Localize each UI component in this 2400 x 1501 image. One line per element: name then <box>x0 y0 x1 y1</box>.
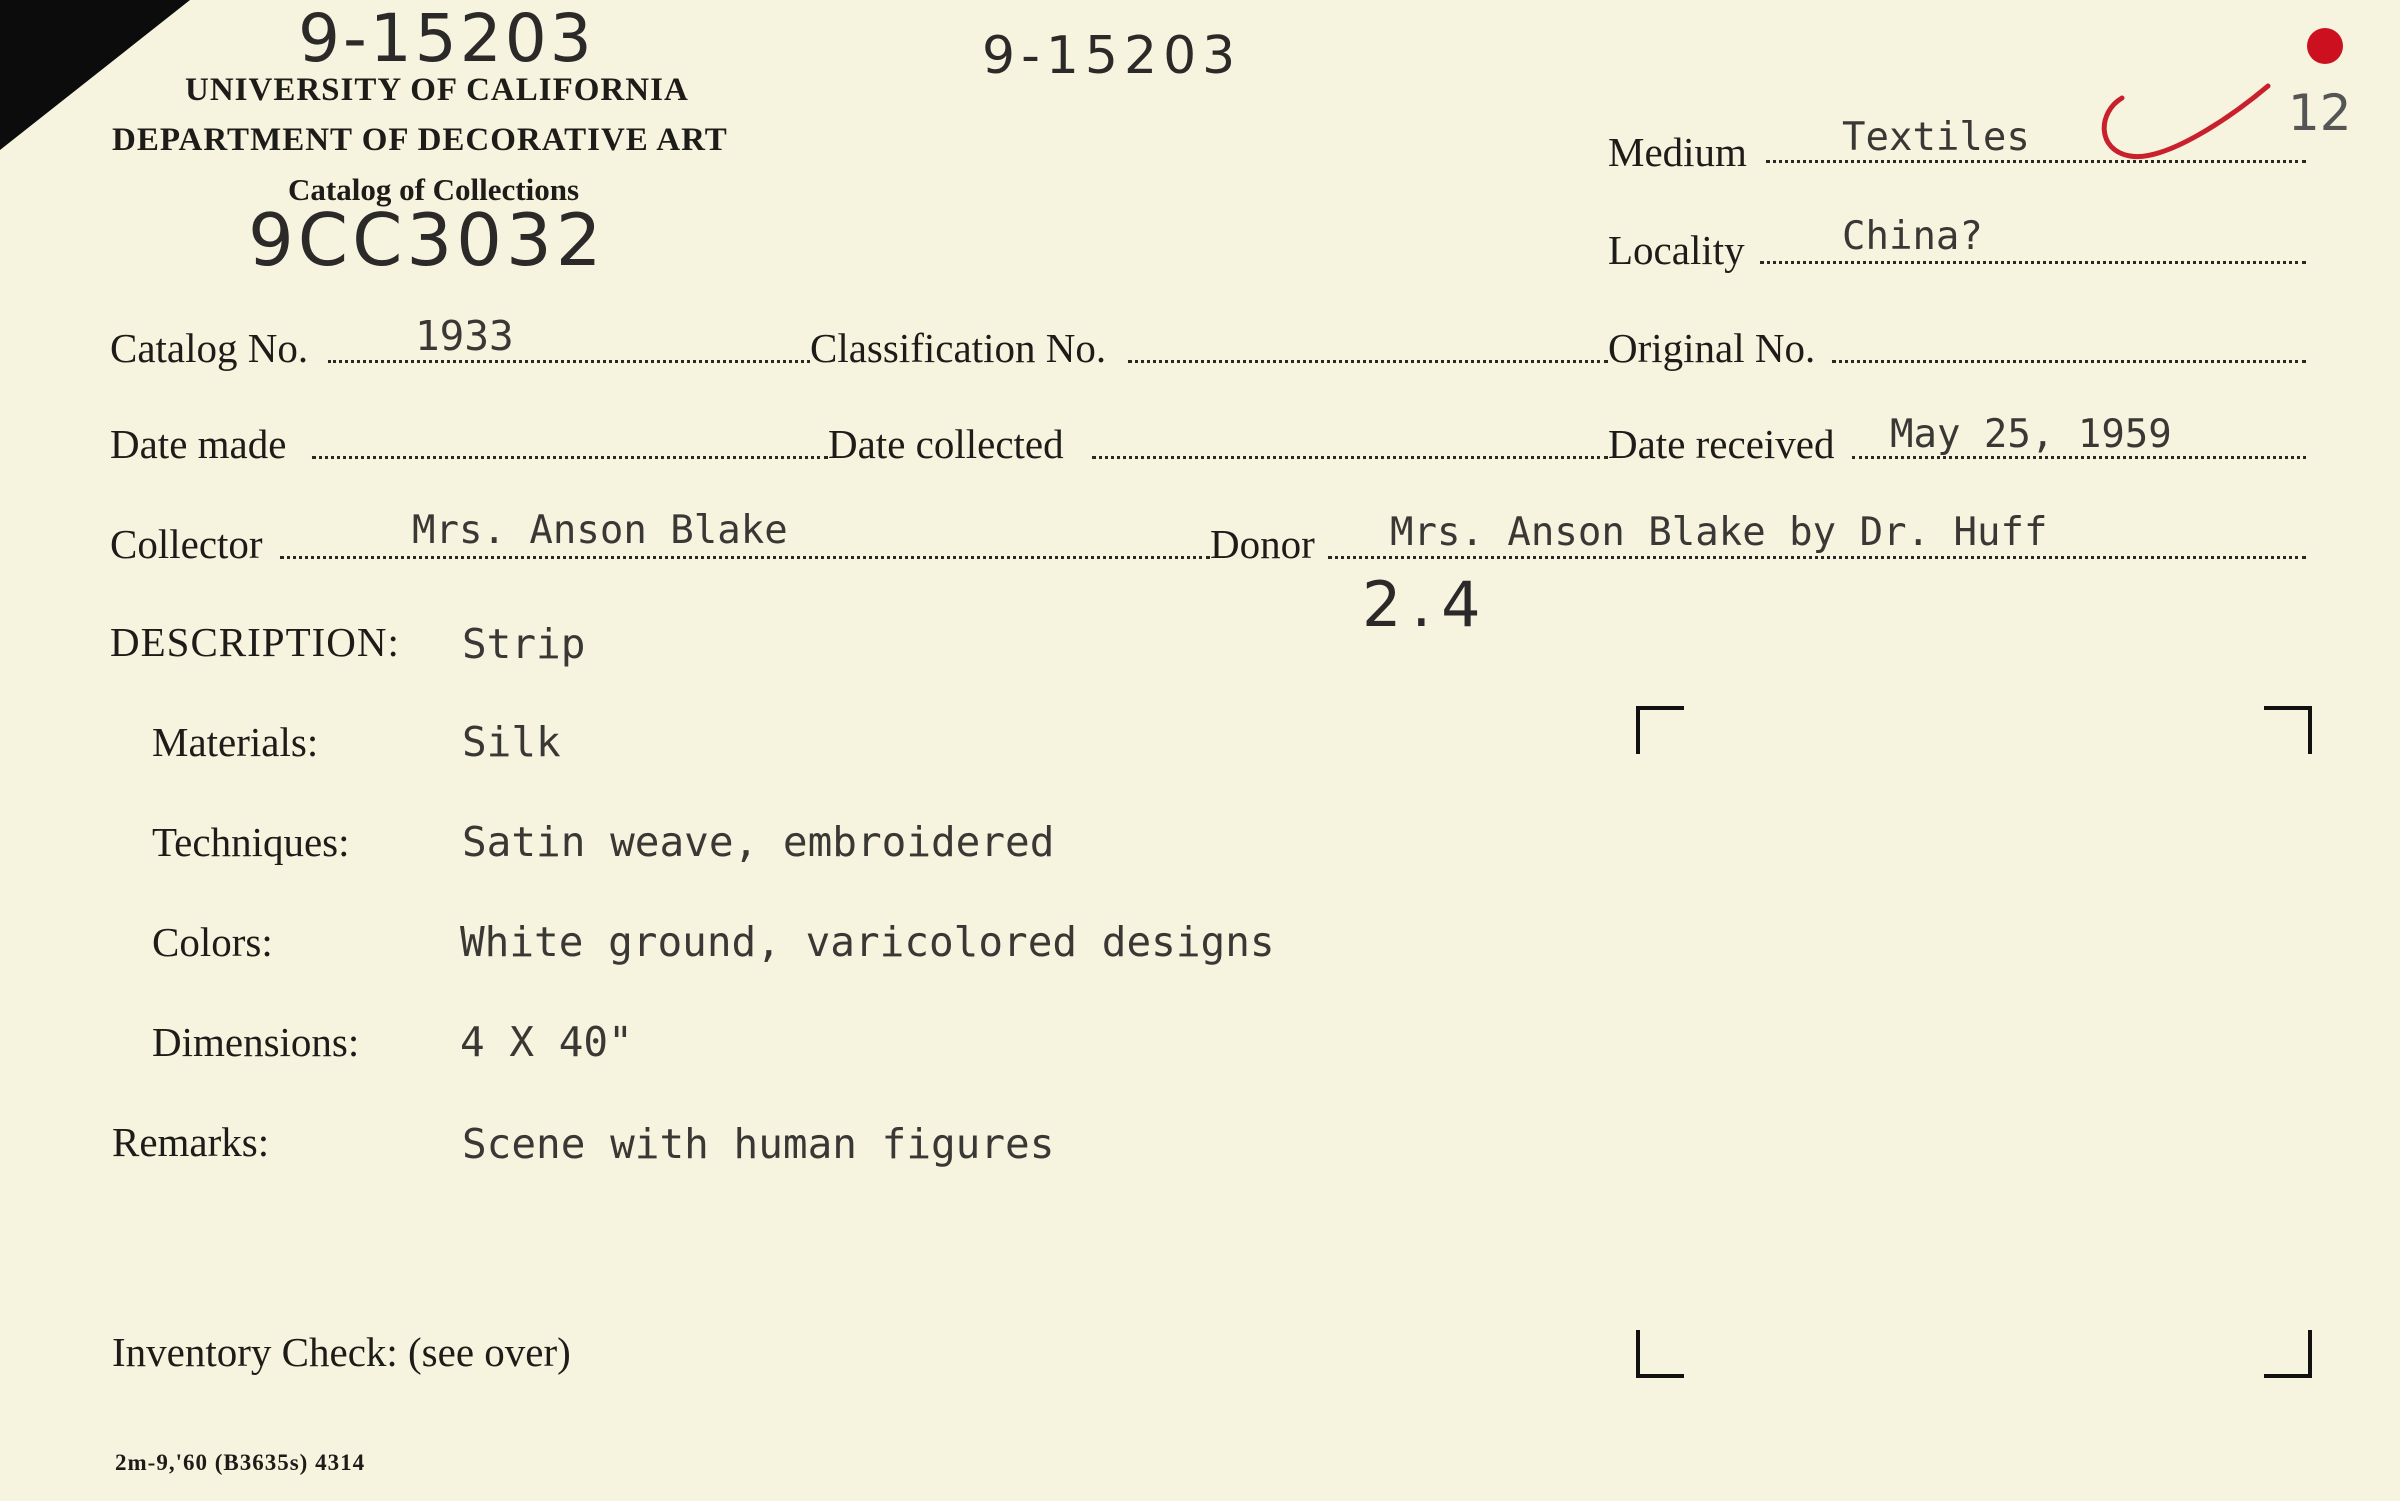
date-received-label: Date received <box>1608 421 1835 467</box>
date-collected-dotted-line <box>1092 456 1608 459</box>
red-marker-dot <box>2307 28 2343 64</box>
collector-value: Mrs. Anson Blake <box>412 508 788 553</box>
photo-corner-top-left <box>1636 706 1684 754</box>
locality-value: China? <box>1842 214 1983 259</box>
description-label: DESCRIPTION: <box>110 619 400 665</box>
catalog-no-value: 1933 <box>415 312 514 360</box>
header-department: DEPARTMENT OF DECORATIVE ART <box>112 122 728 158</box>
description-value: Strip <box>462 620 586 668</box>
donor-dotted-line <box>1328 556 2306 559</box>
locality-dotted-line <box>1760 261 2306 264</box>
handwritten-number-center: 9-15203 <box>982 26 1242 86</box>
materials-value: Silk <box>462 718 561 766</box>
medium-label: Medium <box>1608 129 1747 175</box>
collector-label: Collector <box>110 521 263 567</box>
photo-corner-bottom-left <box>1636 1330 1684 1378</box>
catalog-no-dotted-line <box>328 360 810 363</box>
date-made-label: Date made <box>110 421 287 467</box>
print-code: 2m-9,'60 (B3635s) 4314 <box>115 1450 366 1475</box>
colors-label: Colors: <box>152 919 273 965</box>
handwritten-mark-right: 12 <box>2288 84 2352 142</box>
classification-no-label: Classification No. <box>810 325 1107 371</box>
catalog-no-label: Catalog No. <box>110 325 309 371</box>
remarks-label: Remarks: <box>112 1119 270 1165</box>
medium-dotted-line <box>1766 160 2306 163</box>
remarks-value: Scene with human figures <box>462 1120 1055 1168</box>
locality-label: Locality <box>1608 227 1745 273</box>
date-collected-label: Date collected <box>828 421 1064 467</box>
donor-value: Mrs. Anson Blake by Dr. Huff <box>1390 510 2048 555</box>
header-university: UNIVERSITY OF CALIFORNIA <box>185 72 689 108</box>
donor-label: Donor <box>1210 521 1315 567</box>
red-check-mark-icon <box>2090 78 2280 168</box>
dimensions-label: Dimensions: <box>152 1019 360 1065</box>
date-received-value: May 25, 1959 <box>1890 412 2172 457</box>
inventory-check-label: Inventory Check: (see over) <box>112 1329 571 1375</box>
original-no-label: Original No. <box>1608 325 1816 371</box>
date-made-dotted-line <box>312 456 828 459</box>
original-no-dotted-line <box>1832 360 2306 363</box>
photo-corner-top-right <box>2264 706 2312 754</box>
techniques-value: Satin weave, embroidered <box>462 818 1055 866</box>
colors-value: White ground, varicolored designs <box>460 918 1275 966</box>
materials-label: Materials: <box>152 719 319 765</box>
header-catalog-of-collections: Catalog of Collections <box>288 172 580 207</box>
dimensions-value: 4 X 40" <box>460 1018 633 1066</box>
handwritten-note-donor: 2.4 <box>1362 568 1491 641</box>
classification-no-dotted-line <box>1128 360 1608 363</box>
techniques-label: Techniques: <box>152 819 350 865</box>
photo-corner-bottom-right <box>2264 1330 2312 1378</box>
handwritten-catalog-number: 9CC3032 <box>248 198 606 282</box>
handwritten-number-top: 9-15203 <box>298 0 595 77</box>
medium-value: Textiles <box>1842 115 2030 160</box>
collector-dotted-line <box>280 556 1210 559</box>
